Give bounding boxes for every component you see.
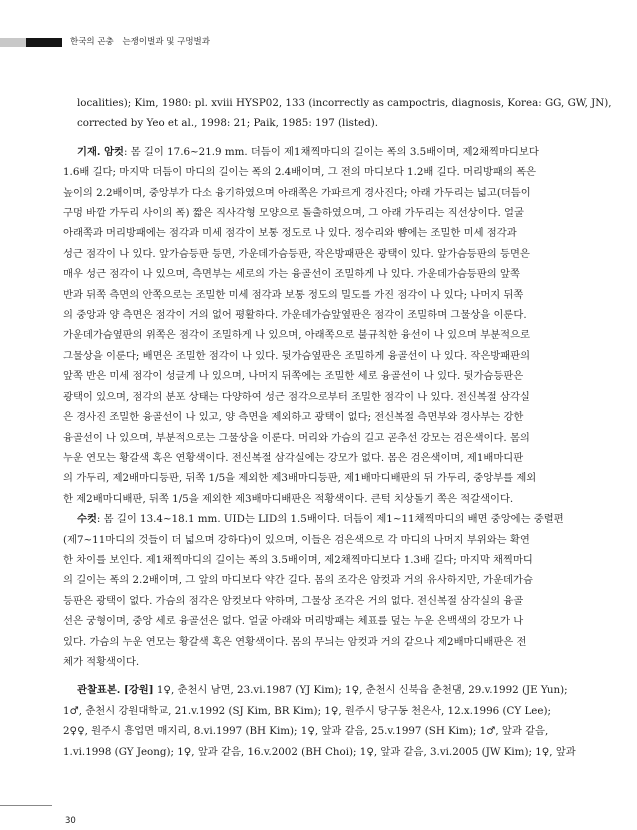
line-text: 누운 연모는 황갈색 혹은 연황색이다. 전신복절 삼각실에는 강모가 없다. 몸은 검은색이며, 제1배마디판	[63, 451, 524, 464]
paragraph-line	[63, 468, 558, 488]
paragraph-line	[63, 223, 558, 243]
line-text: 은 경사진 조밀한 융골선이 나 있고, 양 측면을 제외하고 광택이 없다; 전신복절 측면부와 경사부는 강한	[63, 411, 524, 424]
paragraph-line	[63, 489, 558, 509]
line-text: 체가 적황색이다.	[63, 655, 140, 668]
female-description	[63, 142, 558, 509]
paragraph-line	[63, 387, 558, 407]
chapter-title: 는쟁이벌과 및 구멍벌과	[122, 37, 210, 47]
paragraph-line	[63, 305, 558, 325]
line-text: 광택이 있으며, 점각의 분포 상태는 다양하여 성근 점각으로부터 조밀한 점각이 나 있다. 전신복절 삼각실	[63, 390, 530, 403]
page-number: 30	[65, 816, 76, 826]
paragraph-line	[63, 652, 558, 672]
paragraph-line	[63, 325, 558, 345]
line-text: 2♀♀, 원주시 흥업면 매지리, 8.vi.1997 (BH Kim); 1♀, 앞과 같음, 25.v.1997 (SH Kim); 1♂, 앞과 같음,	[63, 725, 549, 738]
specimens-examined	[63, 680, 576, 762]
paragraph-line	[63, 509, 564, 529]
line-text: 1♀, 춘천시 남면, 23.vi.1987 (YJ Kim); 1♀, 춘천시 신북읍 춘천댐, 29.v.1992 (JE Yun);	[153, 684, 568, 697]
paragraph-line	[63, 285, 558, 305]
paragraph-line	[63, 183, 558, 203]
line-text: 매우 성근 점각이 나 있으며, 측면부는 세로의 가는 융골선이 조밀하게 나 있다. 가운데가슴등판의 앞쪽	[63, 268, 520, 281]
book-title: 한국의 곤충	[70, 37, 114, 47]
line-text: : 몸 길이 13.4~18.1 mm. UID는 LID의 1.5배이다. 더듬이 제1~11채찍마디의 배면 중앙에는 중렬편	[96, 513, 564, 526]
line-text: 성근 점각이 나 있다. 앞가슴등판 등면, 가운데가슴등판, 작은방패판은 광택이 있다. 앞가슴등판의 등면은	[63, 247, 530, 260]
line-text: 반과 뒤쪽 측면의 안쪽으로는 조밀한 미세 점각과 보통 정도의 밀도를 가진 점각이 나 있다; 나머지 뒤쪽	[63, 288, 524, 301]
paragraph-line	[63, 162, 558, 182]
line-text: 아래쪽과 머리방패에는 점각과 미세 점각이 보통 정도로 나 있다. 정수리와 뺨에는 조밀한 미세 점각과	[63, 227, 517, 240]
reference-line-1: localities); Kim, 1980: pl. xviii HYSP02, 133 (incorrectly as campoctris, diagnosis, Korea: GG, GW, JN),	[77, 97, 612, 109]
header-decor-bar-light	[0, 38, 26, 47]
paragraph-line	[63, 570, 558, 590]
line-text: 한 차이를 보인다. 제1채찍마디의 길이는 폭의 3.5배이며, 제2채찍마디보다 1.3배 길다; 마지막 채찍마디	[63, 553, 533, 566]
paragraph-line	[63, 407, 558, 427]
line-text: 높이의 2.2배이며, 중앙부가 다소 융기하였으며 아래쪽은 가파르게 경사진다; 아래 가두리는 넓고(더듬이	[63, 186, 531, 199]
paragraph-line	[63, 428, 558, 448]
paragraph-line	[63, 550, 558, 570]
paragraph-line	[63, 680, 568, 700]
paragraph-line	[63, 591, 558, 611]
page-body	[63, 93, 612, 762]
paragraph-line	[63, 448, 558, 468]
line-text: 1♂, 춘천시 강원대학교, 21.v.1992 (SJ Kim, BR Kim); 1♀, 원주시 당구동 천은사, 12.x.1996 (CY Lee);	[63, 704, 551, 717]
header-decor-bar-dark	[26, 38, 62, 47]
line-text: : 몸 길이 17.6~21.9 mm. 더듬이 제1채찍마디의 길이는 폭의 3.5배이며, 제2채찍마디보다	[123, 145, 539, 158]
paragraph-line	[63, 742, 576, 762]
paragraph-line	[63, 530, 558, 550]
line-text: 등판은 광택이 없다. 가슴의 점각은 암컷보다 약하며, 그물상 조각은 거의 없다. 전신복절 삼각실의 융골	[63, 594, 524, 607]
paragraph-line	[63, 142, 558, 162]
line-text: 그물상을 이룬다; 배면은 조밀한 점각이 나 있다. 뒷가슴옆판은 조밀하게 융골선이 나 있다. 작은방패판의	[63, 349, 531, 362]
line-text: 구멍 바깥 가두리 사이의 폭) 짧은 직사각형 모양으로 돌출하였으며, 그 아래 가두리는 직선상이다. 얼굴	[63, 207, 524, 220]
line-text: 있다. 가슴의 누운 연모는 황갈색 혹은 연황색이다. 몸의 무늬는 암컷과 거의 같으나 제2배마디배판은 전	[63, 635, 527, 648]
line-text: 의 중앙과 양 측면은 점각이 거의 없어 평활하다. 가운데가슴앞옆판은 점각이 조밀하며 그물상을 이룬다.	[63, 309, 527, 322]
line-text: 선은 궁형이며, 중앙 세로 융골선은 없다. 얼굴 아래와 머리방패는 체표를 덮는 누운 은백색의 강모가 나	[63, 615, 524, 628]
line-text: 융골선이 나 있으며, 부분적으로는 그물상을 이룬다. 머리와 가슴의 길고 곧추선 강모는 검은색이다. 몸의	[63, 431, 530, 444]
line-text: 1.vi.1998 (GY Jeong); 1♀, 앞과 같음, 16.v.2002 (BH Choi); 1♀, 앞과 같음, 3.vi.2005 (JW Kim); 1♀, 앞과	[63, 745, 576, 758]
running-header	[70, 35, 216, 47]
male-heading: 수컷	[77, 513, 97, 526]
line-text: 한 제2배마디배판, 뒤쪽 1/5을 제외한 제3배마디배판은 적황색이다. 큰턱 치상돌기 쪽은 적갈색이다.	[63, 492, 514, 505]
paragraph-line	[63, 611, 558, 631]
male-description	[63, 509, 564, 672]
female-heading: 기재. 암컷	[77, 145, 124, 158]
paragraph-line	[63, 366, 558, 386]
paragraph-line	[63, 632, 558, 652]
footer-rule	[0, 805, 52, 806]
line-text: 의 가두리, 제2배마디등판, 뒤쪽 1/5을 제외한 제3배마디등판, 제1배마디배판의 뒤 가두리, 중앙부를 제외	[63, 472, 537, 485]
line-text: 의 길이는 폭의 2.2배이며, 그 앞의 마디보다 약간 길다. 몸의 조각은 암컷과 거의 유사하지만, 가운데가슴	[63, 574, 533, 587]
paragraph-line	[63, 203, 558, 223]
line-text: (제7~11마디의 것들이 더 넓으며 강하다)이 있으며, 이들은 검은색으로 각 마디의 나머지 부위와는 확연	[63, 533, 530, 546]
reference-line-2: corrected by Yeo et al., 1998: 21; Paik, 1985: 197 (listed).	[77, 117, 379, 130]
paragraph-line	[63, 346, 558, 366]
paragraph-line	[63, 701, 558, 721]
specimens-heading: 관찰표본. [강원]	[77, 684, 154, 697]
line-text: 1.6배 길다; 마지막 더듬이 마디의 길이는 폭의 2.4배이며, 그 전의 마디보다 1.2배 길다. 머리방패의 폭은	[63, 166, 536, 179]
paragraph-line	[63, 244, 558, 264]
paragraph-line	[63, 264, 558, 284]
line-text: 가운데가슴옆판의 위쪽은 점각이 조밀하게 나 있으며, 아래쪽으로 불규칙한 융선이 나 있으며 부분적으로	[63, 329, 530, 342]
line-text: 앞쪽 반은 미세 점각이 성글게 나 있으며, 나머지 뒤쪽에는 조밀한 세로 융골선이 나 있다. 뒷가슴등판은	[63, 370, 524, 383]
paragraph-line	[63, 721, 558, 741]
